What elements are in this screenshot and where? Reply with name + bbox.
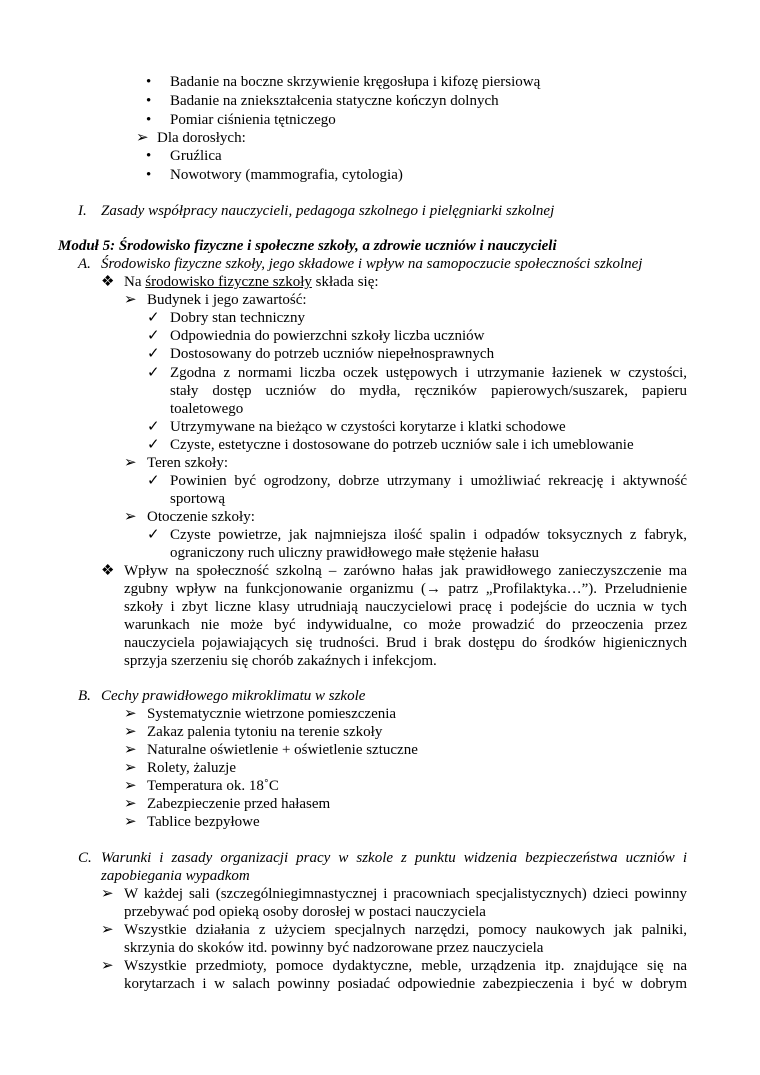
arrow-bullet-icon: ➢: [124, 706, 137, 722]
check-icon: ✓: [147, 437, 160, 453]
list-item: Dla dorosłych:: [157, 130, 246, 146]
list-item: W każdej sali (szczególniegimnastycznej i pracowniach specjalistycznych) dzieci powinny: [124, 886, 687, 902]
check-icon: ✓: [147, 310, 160, 326]
list-item: Nowotwory (mammografia, cytologia): [170, 167, 403, 183]
list-item: Badanie na zniekształcenia statyczne kończyn dolnych: [170, 93, 499, 109]
arrow-bullet-icon: ➢: [124, 724, 137, 740]
diamond-bullet-icon: ❖: [101, 563, 115, 579]
list-item: Wszystkie działania z użyciem specjalnych narzędzi, pomocy naukowych jak palniki,: [124, 922, 687, 938]
list-item: Odpowiednia do powierzchni szkoły liczba uczniów: [170, 328, 485, 344]
paragraph-line: Wpływ na społeczność szkolną – zarówno hałas jak prawidłowego zanieczyszczenie ma: [124, 563, 687, 579]
diamond-bullet-icon: ❖: [101, 274, 115, 290]
arrow-bullet-icon: ➢: [124, 814, 137, 830]
check-icon: ✓: [147, 419, 160, 435]
arrow-bullet-icon: ➢: [124, 742, 137, 758]
module-heading: Moduł 5: Środowisko fizyczne i społeczne szkoły, a zdrowie uczniów i nauczycieli: [58, 238, 557, 254]
check-icon: ✓: [147, 346, 160, 362]
list-item: Na środowisko fizyczne szkoły składa się:: [124, 274, 379, 290]
section-number: B.: [78, 688, 91, 704]
list-item: Czyste powietrze, jak najmniejsza ilość spalin i odpadów toksycznych z fabryk,: [170, 527, 687, 543]
list-item: Zakaz palenia tytoniu na terenie szkoły: [147, 724, 383, 740]
bullet-icon: •: [146, 93, 152, 109]
bullet-icon: •: [146, 112, 152, 128]
section-number: C.: [78, 850, 92, 866]
list-item: Wszystkie przedmioty, pomoce dydaktyczne, meble, urządzenia itp. znajdujące się na: [124, 958, 687, 974]
arrow-bullet-icon: ➢: [124, 509, 137, 525]
arrow-bullet-icon: ➢: [101, 922, 114, 938]
list-item: Czyste, estetyczne i dostosowane do potrzeb uczniów sale i ich umeblowanie: [170, 437, 634, 453]
section-heading: Warunki i zasady organizacji pracy w szkole z punktu widzenia bezpieczeństwa uczniów i: [101, 850, 687, 866]
list-item-continued: ograniczony ruch uliczny prawidłowego małe stężenie hałasu: [170, 545, 540, 561]
check-icon: ✓: [147, 473, 160, 489]
list-item-continued: toaletowego: [170, 401, 244, 417]
list-item: Pomiar ciśnienia tętniczego: [170, 112, 336, 128]
list-item: Badanie na boczne skrzywienie kręgosłupa i kifozę piersiową: [170, 74, 541, 90]
list-item: Zabezpieczenie przed hałasem: [147, 796, 331, 812]
arrow-bullet-icon: ➢: [124, 292, 137, 308]
arrow-bullet-icon: ➢: [124, 455, 137, 471]
arrow-bullet-icon: ➢: [124, 796, 137, 812]
section-heading: Cechy prawidłowego mikroklimatu w szkole: [101, 688, 366, 704]
arrow-bullet-icon: ➢: [124, 778, 137, 794]
section-heading: Środowisko fizyczne szkoły, jego składowe i wpływ na samopoczucie społeczności szkolnej: [101, 256, 643, 272]
paragraph-line: warunkach nie może być indywidualne, co może prowadzić do przeoczenia przez: [124, 617, 687, 633]
list-item: Gruźlica: [170, 148, 222, 164]
list-item: Otoczenie szkoły:: [147, 509, 255, 525]
check-icon: ✓: [147, 328, 160, 344]
list-item: Powinien być ogrodzony, dobrze utrzymany i umożliwiać rekreację i aktywność: [170, 473, 687, 489]
paragraph-line: sprzyja szerzeniu się chorób zakaźnych i infekcjom.: [124, 653, 437, 669]
check-icon: ✓: [147, 365, 160, 381]
section-number: A.: [78, 256, 91, 272]
check-icon: ✓: [147, 527, 160, 543]
bullet-icon: •: [146, 74, 152, 90]
list-item: Tablice bezpyłowe: [147, 814, 260, 830]
section-number: I.: [78, 203, 87, 219]
list-item: Systematycznie wietrzone pomieszczenia: [147, 706, 397, 722]
arrow-bullet-icon: ➢: [101, 886, 114, 902]
list-item-continued: sportową: [170, 491, 225, 507]
paragraph-line: zgubny wpływ na funkcjonowanie organizmu (→ patrz „Profilaktyka…”). Przeludnienie: [124, 581, 687, 597]
section-heading: Zasady współpracy nauczycieli, pedagoga szkolnego i pielęgniarki szkolnej: [101, 203, 555, 219]
list-item-continued: korytarzach i w salach powinny posiadać odpowiednie zabezpieczenia i być w dobrym: [124, 976, 687, 992]
arrow-bullet-icon: ➢: [136, 130, 149, 146]
paragraph-line: nauczyciela pojawiających się trudności. Brud i brak dostępu do środków higienicznych: [124, 635, 687, 651]
paragraph-line: szkoły i zbyt liczne klasy utrudniają nauczycielowi pracę i podejście do ucznia w tych: [124, 599, 687, 615]
list-item: Utrzymywane na bieżąco w czystości korytarze i klatki schodowe: [170, 419, 566, 435]
list-item: Budynek i jego zawartość:: [147, 292, 307, 308]
arrow-bullet-icon: ➢: [101, 958, 114, 974]
arrow-bullet-icon: ➢: [124, 760, 137, 776]
list-item-continued: stały dostęp uczniów do mydła, ręczników papierowych/suszarek, papieru: [170, 383, 687, 399]
list-item: Dobry stan techniczny: [170, 310, 305, 326]
list-item: Temperatura ok. 18˚C: [147, 778, 279, 794]
list-item: Rolety, żaluzje: [147, 760, 236, 776]
list-item-continued: skrzynia do skoków itd. powinny być nadzorowane przez nauczyciela: [124, 940, 544, 956]
list-item: Zgodna z normami liczba oczek ustępowych i utrzymanie łazienek w czystości,: [170, 365, 687, 381]
bullet-icon: •: [146, 167, 152, 183]
bullet-icon: •: [146, 148, 152, 164]
list-item: Teren szkoły:: [147, 455, 229, 471]
list-item: Naturalne oświetlenie + oświetlenie sztuczne: [147, 742, 418, 758]
section-heading-continued: zapobiegania wypadkom: [101, 868, 250, 884]
list-item-continued: przebywać pod opieką osoby dorosłej w postaci nauczyciela: [124, 904, 486, 920]
list-item: Dostosowany do potrzeb uczniów niepełnosprawnych: [170, 346, 495, 362]
